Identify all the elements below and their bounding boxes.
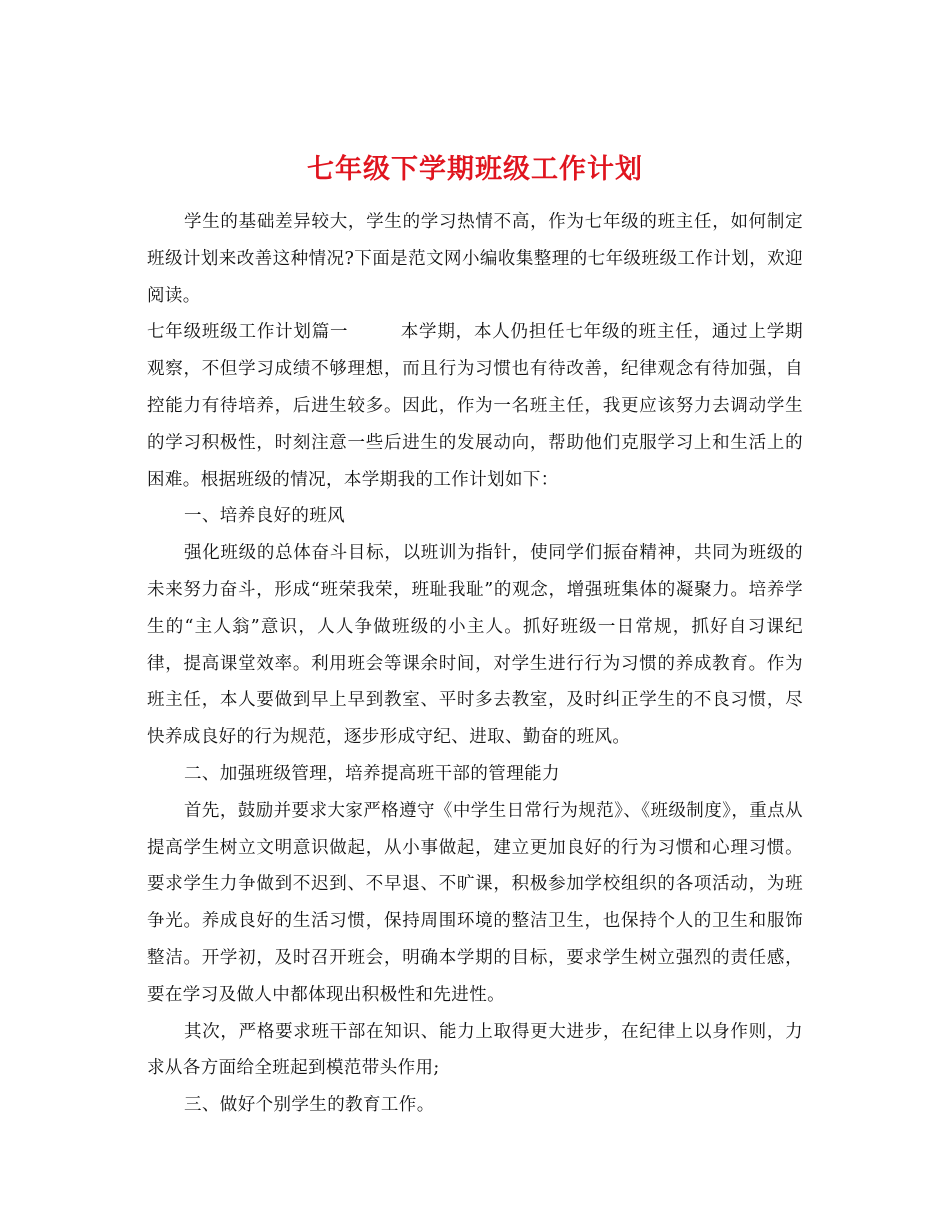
section-label: 七年级班级工作计划篇一 (147, 322, 349, 343)
paragraph-1: 强化班级的总体奋斗目标，以班训为指针，使同学们振奋精神，共同为班级的未来努力奋斗，形成“班荣我荣，班耻我耻”的观念，增强班集体的凝聚力。培养学生的“主人翁”意识，人人争做班级的小主人。抓好班级一日常规，抓好自习课纪律，提高课堂效率。利用班会等课余时间，对学生进行行为习惯的养成教育。作为班主任，本人要做到早上早到教室、平时多去教室，及时纠正学生的不良习惯，尽快养成良好的行为规范，逐步形成守纪、进取、勤奋的班风。 (147, 543, 803, 748)
heading-1: 一、培养良好的班风 (184, 506, 346, 527)
section-paragraph (147, 314, 803, 498)
paragraph-2: 首先，鼓励并要求大家严格遵守《中学生日常行为规范》、《班级制度》，重点从提高学生树立文明意识做起，从小事做起，建立更加良好的行为习惯和心理习惯。要求学生力争做到不迟到、不早退、不旷课，积极参加学校组织的各项活动，为班争光。养成良好的生活习惯，保持周围环境的整洁卫生，也保持个人的卫生和服饰整洁。开学初，及时召开班会，明确本学期的目标，要求学生树立强烈的责任感，要在学习及做人中都体现出积极性和先进性。 (147, 800, 803, 1005)
document-title: 七年级下学期班级工作计划 (307, 154, 643, 186)
document-body (147, 204, 803, 1124)
heading-3: 三、做好个别学生的教育工作。 (184, 1095, 435, 1116)
section-intro: 本学期，本人仍担任七年级的班主任，通过上学期观察，不但学习成绩不够理想，而且行为习惯也有待改善，纪律观念有待加强，自控能力有待培养，后进生较多。因此，作为一名班主任，我更应该努力去调动学生的学习积极性，时刻注意一些后进生的发展动向，帮助他们克服学习上和生活上的困难。根据班级的情况，本学期我的工作计划如下： (147, 322, 803, 490)
paragraph-3: 其次，严格要求班干部在知识、能力上取得更大进步，在纪律上以身作则，力求从各方面给全班起到模范带头作用; (147, 1021, 803, 1079)
intro-paragraph: 学生的基础差异较大，学生的学习热情不高，作为七年级的班主任，如何制定班级计划来改善这种情况?下面是范文网小编收集整理的七年级班级工作计划，欢迎阅读。 (147, 212, 803, 306)
heading-2: 二、加强班级管理，培养提高班干部的管理能力 (184, 763, 560, 784)
